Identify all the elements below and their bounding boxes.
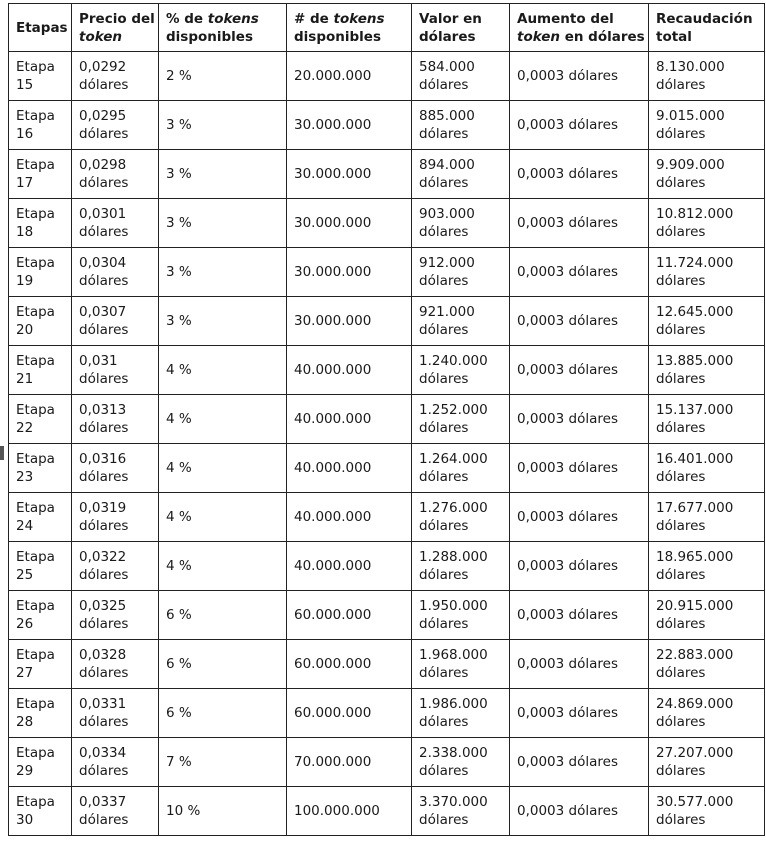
cell-total-raised: 17.677.000 dólares (649, 493, 765, 542)
cell-tokens-count: 100.000.000 (287, 787, 412, 836)
cell-tokens-count: 30.000.000 (287, 199, 412, 248)
cell-total-raised: 18.965.000 dólares (649, 542, 765, 591)
table-row (9, 689, 765, 738)
cell-token-increase: 0,0003 dólares (510, 493, 649, 542)
table-row (9, 346, 765, 395)
cell-total-raised: 12.645.000 dólares (649, 297, 765, 346)
cell-value-usd: 885.000 dólares (412, 101, 510, 150)
cell-token-price: 0,031 dólares (72, 346, 159, 395)
table-row (9, 787, 765, 836)
cell-token-price: 0,0319 dólares (72, 493, 159, 542)
cell-total-raised: 9.909.000 dólares (649, 150, 765, 199)
cell-tokens-count: 70.000.000 (287, 738, 412, 787)
cell-token-price: 0,0313 dólares (72, 395, 159, 444)
table-row (9, 738, 765, 787)
cell-tokens-percent: 3 % (159, 199, 287, 248)
cell-value-usd: 1.288.000 dólares (412, 542, 510, 591)
cell-value-usd: 1.276.000 dólares (412, 493, 510, 542)
table-row (9, 297, 765, 346)
cell-tokens-percent: 3 % (159, 101, 287, 150)
cell-token-price: 0,0328 dólares (72, 640, 159, 689)
cell-tokens-count: 40.000.000 (287, 542, 412, 591)
cell-tokens-count: 60.000.000 (287, 640, 412, 689)
cell-token-increase: 0,0003 dólares (510, 689, 649, 738)
cell-total-raised: 11.724.000 dólares (649, 248, 765, 297)
table-row (9, 493, 765, 542)
cell-value-usd: 1.252.000 dólares (412, 395, 510, 444)
cell-value-usd: 1.968.000 dólares (412, 640, 510, 689)
cell-token-increase: 0,0003 dólares (510, 101, 649, 150)
cell-value-usd: 921.000 dólares (412, 297, 510, 346)
cell-total-raised: 16.401.000 dólares (649, 444, 765, 493)
table-header (9, 4, 765, 52)
column-header-text: disponibles (166, 28, 253, 45)
cell-stage: Etapa 22 (9, 395, 72, 444)
cell-tokens-percent: 4 % (159, 493, 287, 542)
cell-tokens-percent: 3 % (159, 297, 287, 346)
cell-stage: Etapa 19 (9, 248, 72, 297)
column-header-emphasis: token (517, 28, 560, 45)
cell-value-usd: 1.240.000 dólares (412, 346, 510, 395)
cell-token-price: 0,0295 dólares (72, 101, 159, 150)
cell-value-usd: 1.950.000 dólares (412, 591, 510, 640)
cell-stage: Etapa 21 (9, 346, 72, 395)
column-header-text: disponibles (294, 28, 381, 45)
table-body (9, 52, 765, 836)
cell-total-raised: 15.137.000 dólares (649, 395, 765, 444)
column-header-tokens-percent (159, 4, 287, 52)
cell-value-usd: 584.000 dólares (412, 52, 510, 101)
cell-total-raised: 13.885.000 dólares (649, 346, 765, 395)
cell-value-usd: 912.000 dólares (412, 248, 510, 297)
cell-token-increase: 0,0003 dólares (510, 297, 649, 346)
cell-token-increase: 0,0003 dólares (510, 542, 649, 591)
cell-tokens-percent: 6 % (159, 689, 287, 738)
cell-token-increase: 0,0003 dólares (510, 738, 649, 787)
cell-tokens-percent: 3 % (159, 248, 287, 297)
cell-stage: Etapa 30 (9, 787, 72, 836)
cell-token-price: 0,0307 dólares (72, 297, 159, 346)
cell-total-raised: 24.869.000 dólares (649, 689, 765, 738)
cell-tokens-count: 20.000.000 (287, 52, 412, 101)
cell-token-increase: 0,0003 dólares (510, 787, 649, 836)
table-row (9, 542, 765, 591)
cell-token-increase: 0,0003 dólares (510, 591, 649, 640)
cell-stage: Etapa 29 (9, 738, 72, 787)
cell-tokens-count: 40.000.000 (287, 493, 412, 542)
cell-tokens-count: 30.000.000 (287, 150, 412, 199)
column-header-emphasis: tokens (333, 10, 385, 27)
cell-tokens-percent: 6 % (159, 640, 287, 689)
table-row (9, 150, 765, 199)
header-row (9, 4, 765, 52)
cell-stage: Etapa 27 (9, 640, 72, 689)
column-header-token-price (72, 4, 159, 52)
cell-total-raised: 30.577.000 dólares (649, 787, 765, 836)
cell-total-raised: 9.015.000 dólares (649, 101, 765, 150)
cell-value-usd: 903.000 dólares (412, 199, 510, 248)
cell-stage: Etapa 24 (9, 493, 72, 542)
cell-token-increase: 0,0003 dólares (510, 395, 649, 444)
column-header-text: Aumento del (517, 10, 614, 27)
cell-token-price: 0,0301 dólares (72, 199, 159, 248)
cell-token-price: 0,0304 dólares (72, 248, 159, 297)
cell-token-increase: 0,0003 dólares (510, 52, 649, 101)
cell-token-price: 0,0322 dólares (72, 542, 159, 591)
edge-marker (0, 446, 4, 460)
cell-token-increase: 0,0003 dólares (510, 248, 649, 297)
table-row (9, 395, 765, 444)
table-row (9, 591, 765, 640)
cell-value-usd: 2.338.000 dólares (412, 738, 510, 787)
cell-tokens-percent: 3 % (159, 150, 287, 199)
cell-token-price: 0,0298 dólares (72, 150, 159, 199)
column-header-text: Recaudación total (656, 10, 753, 45)
table-row (9, 248, 765, 297)
cell-token-price: 0,0292 dólares (72, 52, 159, 101)
cell-token-increase: 0,0003 dólares (510, 346, 649, 395)
cell-token-increase: 0,0003 dólares (510, 150, 649, 199)
cell-stage: Etapa 28 (9, 689, 72, 738)
cell-tokens-count: 40.000.000 (287, 444, 412, 493)
cell-token-increase: 0,0003 dólares (510, 199, 649, 248)
cell-token-price: 0,0337 dólares (72, 787, 159, 836)
presale-stages-table (8, 3, 765, 836)
cell-token-price: 0,0331 dólares (72, 689, 159, 738)
cell-tokens-count: 60.000.000 (287, 591, 412, 640)
cell-token-price: 0,0325 dólares (72, 591, 159, 640)
column-header-token-increase (510, 4, 649, 52)
table-row (9, 199, 765, 248)
cell-tokens-count: 40.000.000 (287, 346, 412, 395)
column-header-text: # de (294, 10, 334, 27)
column-header-text: Valor en dólares (419, 10, 482, 45)
cell-token-increase: 0,0003 dólares (510, 444, 649, 493)
column-header-total-raised (649, 4, 765, 52)
cell-tokens-percent: 2 % (159, 52, 287, 101)
cell-total-raised: 10.812.000 dólares (649, 199, 765, 248)
cell-total-raised: 27.207.000 dólares (649, 738, 765, 787)
cell-stage: Etapa 23 (9, 444, 72, 493)
cell-tokens-percent: 7 % (159, 738, 287, 787)
cell-stage: Etapa 18 (9, 199, 72, 248)
column-header-text: % de (166, 10, 208, 27)
column-header-stage (9, 4, 72, 52)
column-header-emphasis: tokens (207, 10, 259, 27)
column-header-text: Etapas (16, 19, 68, 36)
cell-token-increase: 0,0003 dólares (510, 640, 649, 689)
column-header-value-usd (412, 4, 510, 52)
cell-tokens-count: 30.000.000 (287, 297, 412, 346)
column-header-text: en dólares (560, 28, 645, 45)
cell-value-usd: 1.986.000 dólares (412, 689, 510, 738)
cell-value-usd: 894.000 dólares (412, 150, 510, 199)
cell-token-price: 0,0334 dólares (72, 738, 159, 787)
cell-tokens-count: 40.000.000 (287, 395, 412, 444)
cell-stage: Etapa 16 (9, 101, 72, 150)
cell-value-usd: 3.370.000 dólares (412, 787, 510, 836)
cell-tokens-percent: 4 % (159, 395, 287, 444)
table-row (9, 52, 765, 101)
cell-total-raised: 20.915.000 dólares (649, 591, 765, 640)
table-row (9, 640, 765, 689)
table-row (9, 444, 765, 493)
table-row (9, 101, 765, 150)
cell-tokens-percent: 4 % (159, 542, 287, 591)
column-header-text: Precio del (79, 10, 155, 27)
cell-tokens-percent: 4 % (159, 346, 287, 395)
cell-tokens-count: 30.000.000 (287, 248, 412, 297)
cell-tokens-percent: 4 % (159, 444, 287, 493)
cell-stage: Etapa 20 (9, 297, 72, 346)
cell-total-raised: 22.883.000 dólares (649, 640, 765, 689)
cell-tokens-percent: 10 % (159, 787, 287, 836)
presale-stages-table-container (8, 3, 764, 836)
cell-token-price: 0,0316 dólares (72, 444, 159, 493)
cell-tokens-percent: 6 % (159, 591, 287, 640)
cell-stage: Etapa 17 (9, 150, 72, 199)
cell-stage: Etapa 25 (9, 542, 72, 591)
column-header-emphasis: token (79, 28, 122, 45)
cell-tokens-count: 60.000.000 (287, 689, 412, 738)
cell-tokens-count: 30.000.000 (287, 101, 412, 150)
cell-value-usd: 1.264.000 dólares (412, 444, 510, 493)
cell-total-raised: 8.130.000 dólares (649, 52, 765, 101)
column-header-tokens-count (287, 4, 412, 52)
cell-stage: Etapa 15 (9, 52, 72, 101)
cell-stage: Etapa 26 (9, 591, 72, 640)
